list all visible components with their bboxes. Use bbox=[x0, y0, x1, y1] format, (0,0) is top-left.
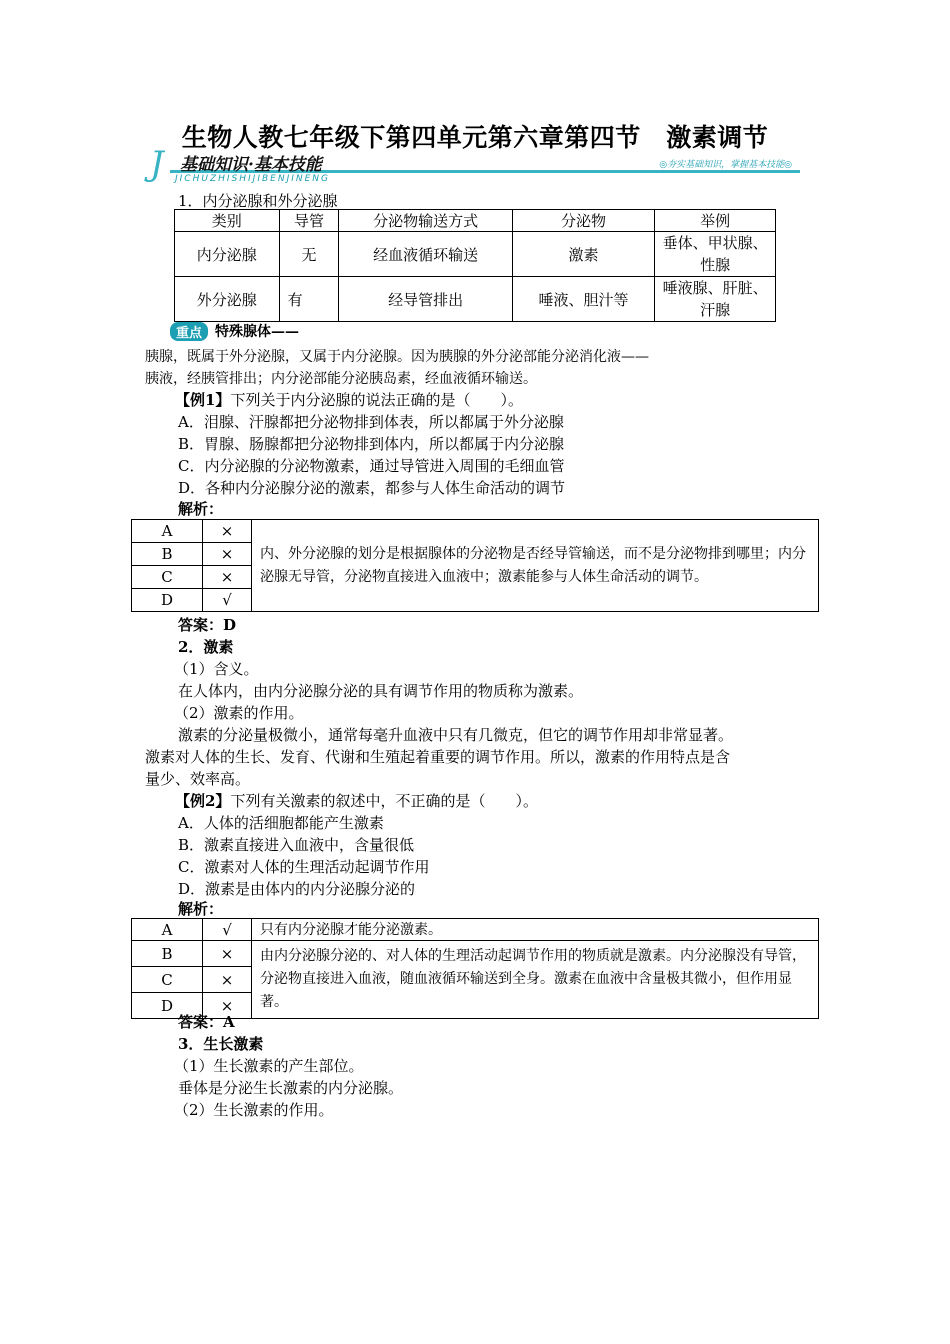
option-mark: × bbox=[203, 566, 252, 589]
option-letter: D bbox=[132, 589, 203, 612]
page-title: 生物人教七年级下第四单元第六章第四节 激素调节 bbox=[181, 123, 769, 152]
section3-p2: 垂体是分泌生长激素的内分泌腺。 bbox=[178, 1079, 404, 1097]
section1-heading: 1．内分泌腺和外分泌腺 bbox=[178, 192, 338, 210]
example2-question-line bbox=[175, 790, 538, 812]
cell-mode: 经血液循环输送 bbox=[339, 232, 512, 277]
banner-letter-logo: J bbox=[150, 144, 164, 184]
example1-option-c: C．内分泌腺的分泌物激素，通过导管进入周围的毛细血管 bbox=[178, 457, 565, 475]
example2-label: 【例2】 bbox=[175, 792, 231, 810]
cell-example: 唾液腺、肝脏、汗腺 bbox=[655, 277, 776, 322]
cell-example: 垂体、甲状腺、性腺 bbox=[655, 232, 776, 277]
option-letter: C bbox=[132, 566, 203, 589]
example2-analysis-label: 解析： bbox=[178, 900, 224, 918]
cell-duct: 有 bbox=[279, 277, 339, 322]
option-letter: A bbox=[132, 919, 203, 941]
example1-option-b: B．胃腺、肠腺都把分泌物排到体内，所以都属于内分泌腺 bbox=[178, 435, 565, 453]
option-mark: × bbox=[203, 520, 252, 543]
option-mark: × bbox=[203, 967, 252, 993]
example2-explanation-b: 由内分泌腺分泌的、对人体的生理活动起调节作用的物质就是激素。内分泌腺没有导管，分泌物直接进入血液，随血液循环输送到全身。激素在血液中含量极其微小，但作用显著。 bbox=[252, 941, 819, 1019]
header-example: 举例 bbox=[655, 210, 776, 232]
header-duct: 导管 bbox=[279, 210, 339, 232]
focus-line-2: 胰液，经胰管排出；内分泌部能分泌胰岛素，经血液循环输送。 bbox=[145, 371, 537, 387]
example1-option-a: A．泪腺、汗腺都把分泌物排到体表，所以都属于外分泌腺 bbox=[178, 413, 564, 431]
example1-label: 【例1】 bbox=[175, 391, 231, 409]
example2-answer: 答案：A bbox=[178, 1013, 235, 1031]
example2-analysis-table bbox=[131, 918, 819, 1019]
option-letter: A bbox=[132, 520, 203, 543]
example1-explanation: 内、外分泌腺的划分是根据腺体的分泌物是否经导管输送，而不是分泌物排到哪里；内分泌腺无导管，分泌物直接进入血液中；激素能参与人体生命活动的调节。 bbox=[252, 520, 819, 612]
header-product: 分泌物 bbox=[512, 210, 655, 232]
table-row bbox=[175, 232, 776, 277]
option-mark: × bbox=[203, 941, 252, 967]
section3-p1: （1）生长激素的产生部位。 bbox=[174, 1057, 364, 1075]
section2-p3: （2）激素的作用。 bbox=[174, 704, 304, 722]
section3-p3: （2）生长激素的作用。 bbox=[174, 1101, 334, 1119]
cell-product: 唾液、胆汁等 bbox=[512, 277, 655, 322]
header-mode: 分泌物输送方式 bbox=[339, 210, 512, 232]
cell-product: 激素 bbox=[512, 232, 655, 277]
example1-option-d: D．各种内分泌腺分泌的激素，都参与人体生命活动的调节 bbox=[178, 479, 566, 497]
section-banner bbox=[150, 144, 800, 190]
section2-p2: 在人体内，由内分泌腺分泌的具有调节作用的物质称为激素。 bbox=[178, 682, 584, 700]
example2-option-c: C．激素对人体的生理活动起调节作用 bbox=[178, 858, 430, 876]
option-mark: √ bbox=[203, 919, 252, 941]
example2-option-b: B．激素直接进入血液中，含量很低 bbox=[178, 836, 415, 854]
example1-answer: 答案：D bbox=[178, 616, 237, 634]
table-row bbox=[132, 919, 819, 941]
option-letter: D bbox=[132, 993, 203, 1019]
section2-p4-line1: 激素的分泌量极微小，通常每毫升血液中只有几微克，但它的调节作用却非常显著。 bbox=[178, 726, 734, 744]
example1-question: 下列关于内分泌腺的说法正确的是（ ）。 bbox=[230, 391, 523, 409]
example2-question: 下列有关激素的叙述中，不正确的是（ ）。 bbox=[230, 792, 538, 810]
header-type: 类别 bbox=[175, 210, 280, 232]
table-row bbox=[132, 941, 819, 967]
section2-p4-line2: 激素对人体的生长、发育、代谢和生殖起着重要的调节作用。所以，激素的作用特点是含 bbox=[145, 748, 731, 766]
option-letter: B bbox=[132, 941, 203, 967]
cell-duct: 无 bbox=[279, 232, 339, 277]
table-header-row bbox=[175, 210, 776, 232]
focus-line-1: 胰腺，既属于外分泌腺，又属于内分泌腺。因为胰腺的外分泌部能分泌消化液—— bbox=[145, 349, 649, 365]
focus-label: 特殊腺体—— bbox=[215, 324, 299, 340]
gland-table bbox=[174, 209, 776, 322]
option-mark: × bbox=[203, 543, 252, 566]
cell-mode: 经导管排出 bbox=[339, 277, 512, 322]
banner-slogan: ◎夯实基础知识，掌握基本技能◎ bbox=[659, 160, 792, 170]
cell-type: 内分泌腺 bbox=[175, 232, 280, 277]
focus-tag: 重点 bbox=[170, 322, 208, 341]
section3-heading: 3．生长激素 bbox=[178, 1035, 264, 1053]
cell-type: 外分泌腺 bbox=[175, 277, 280, 322]
example2-option-d: D．激素是由体内的内分泌腺分泌的 bbox=[178, 880, 416, 898]
table-row bbox=[132, 520, 819, 543]
option-mark: √ bbox=[203, 589, 252, 612]
example2-explanation-a: 只有内分泌腺才能分泌激素。 bbox=[252, 919, 819, 941]
example1-analysis-label: 解析： bbox=[178, 500, 224, 518]
option-letter: B bbox=[132, 543, 203, 566]
option-letter: C bbox=[132, 967, 203, 993]
table-row bbox=[175, 277, 776, 322]
section2-p4-line3: 量少、效率高。 bbox=[145, 770, 251, 788]
section2-heading: 2．激素 bbox=[178, 638, 234, 656]
example1-analysis-table bbox=[131, 519, 819, 612]
example1-question-line bbox=[175, 389, 523, 411]
banner-title: 基础知识·基本技能 bbox=[180, 155, 322, 175]
option-mark: × bbox=[203, 993, 252, 1019]
banner-pinyin: JICHUZHISHIJIBENJINENG bbox=[175, 174, 331, 184]
example2-option-a: A．人体的活细胞都能产生激素 bbox=[178, 814, 384, 832]
section2-p1: （1）含义。 bbox=[174, 660, 259, 678]
